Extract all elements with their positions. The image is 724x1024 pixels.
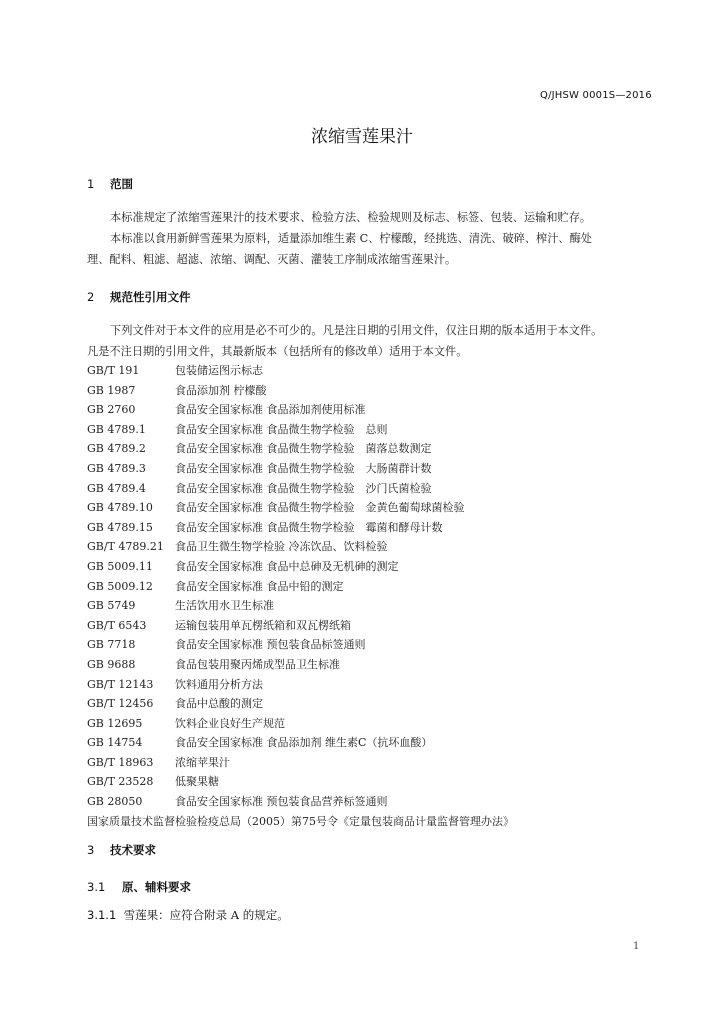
- reference-title: 食品安全国家标准 食品中铅的测定: [175, 579, 344, 593]
- reference-code: GB/T 12456: [87, 697, 154, 711]
- reference-title: 运输包装用单瓦楞纸箱和双瓦楞纸箱: [175, 618, 351, 632]
- section-number: 1: [87, 177, 95, 191]
- reference-item: [87, 498, 659, 518]
- reference-title: 饮料企业良好生产规范: [175, 716, 285, 730]
- section-title: 规范性引用文件: [110, 290, 191, 304]
- reference-title: 食品安全国家标准 食品中总砷及无机砷的测定: [175, 559, 399, 573]
- paragraph-line: 理、配料、粗滤、超滤、浓缩、调配、灭菌、灌装工序制成浓缩雪莲果汁。: [87, 253, 457, 266]
- reference-code: GB 4789.3: [87, 461, 146, 475]
- reference-title: 食品安全国家标准 预包装食品营养标签通则: [175, 795, 388, 809]
- subsection-title: 原、辅料要求: [122, 880, 192, 894]
- paragraph-line: 本标准以食用新鲜雪莲果为原料，适量添加维生素 C、柠檬酸，经挑选、清洗、破碎、榨汁、酶处: [110, 232, 592, 245]
- clause-number: 3.1.1: [87, 908, 117, 922]
- reference-code: GB/T 12143: [87, 677, 154, 691]
- reference-code: GB/T 191: [87, 364, 140, 377]
- reference-item: [87, 655, 659, 675]
- reference-item: [87, 675, 659, 695]
- reference-title: 食品安全国家标准 食品添加剂 维生素C（抗坏血酸）: [175, 736, 433, 750]
- reference-code: GB 12695: [87, 716, 143, 730]
- reference-item: [87, 714, 659, 734]
- section-number: 2: [87, 290, 95, 304]
- reference-code: GB 4789.10: [87, 501, 153, 515]
- reference-title: 食品安全国家标准 食品微生物学检验 霉菌和酵母计数: [175, 520, 443, 534]
- scope-paragraph: [87, 207, 659, 270]
- reference-code: GB 28050: [87, 795, 143, 809]
- reference-code: GB 4789.15: [87, 520, 153, 534]
- reference-item: [87, 537, 659, 557]
- reference-code: GB 5009.11: [87, 559, 153, 573]
- reference-title: 食品添加剂 柠檬酸: [175, 383, 267, 397]
- reference-item: [87, 733, 659, 753]
- section-title: 技术要求: [110, 843, 157, 857]
- subsection-heading: [87, 879, 191, 895]
- document-title: 浓缩雪莲果汁: [311, 127, 413, 147]
- reference-title: 食品卫生微生物学检验 冷冻饮品、饮料检验: [175, 540, 388, 554]
- reference-title: 食品安全国家标准 食品微生物学检验 菌落总数测定: [175, 442, 432, 456]
- reference-code: GB 1987: [87, 383, 136, 397]
- reference-item: [87, 616, 659, 636]
- reference-item: [87, 400, 659, 420]
- reference-code: GB 4789.4: [87, 481, 146, 495]
- page-number: 1: [633, 941, 640, 952]
- clause-text: 雪莲果：应符合附录 A 的规定。: [123, 908, 289, 922]
- reference-code: GB/T 4789.21: [87, 540, 164, 554]
- reference-title: 食品安全国家标准 食品添加剂使用标准: [175, 403, 366, 417]
- reference-item: [87, 792, 659, 812]
- reference-item: [87, 479, 659, 499]
- reference-title: 食品安全国家标准 预包装食品标签通则: [175, 638, 366, 652]
- reference-item: [87, 577, 659, 597]
- reference-code: GB 4789.2: [87, 442, 146, 456]
- reference-title: 食品安全国家标准 食品微生物学检验 沙门氏菌检验: [175, 481, 432, 495]
- reference-code: GB/T 23528: [87, 775, 154, 789]
- reference-title: 生活饮用水卫生标准: [175, 599, 274, 613]
- reference-list: [87, 361, 659, 831]
- reference-code: GB 5749: [87, 599, 136, 613]
- reference-item: [87, 361, 659, 381]
- reference-code: GB 14754: [87, 736, 143, 750]
- reference-code: GB 9688: [87, 657, 136, 671]
- section-heading-references: [87, 289, 191, 305]
- reference-item: [87, 439, 659, 459]
- reference-title: 食品安全国家标准 食品微生物学检验 金黄色葡萄球菌检验: [175, 501, 465, 515]
- reference-title: 食品包装用聚丙烯成型品卫生标准: [175, 657, 340, 671]
- reference-item: [87, 772, 659, 792]
- reference-item: [87, 753, 659, 773]
- reference-item-decree: 国家质量技术监督检验检疫总局（2005）第75号令《定量包装商品计量监督管理办法》: [87, 814, 514, 828]
- reference-item: [87, 459, 659, 479]
- reference-item: [87, 694, 659, 714]
- document-code: Q/JHSW 0001S—2016: [540, 90, 652, 101]
- reference-item: [87, 381, 659, 401]
- section-number: 3: [87, 843, 95, 857]
- reference-item: [87, 518, 659, 538]
- paragraph-line: 凡是不注日期的引用文件，其最新版本（包括所有的修改单）适用于本文件。: [87, 345, 468, 358]
- subsection-number: 3.1: [87, 880, 106, 894]
- reference-item: [87, 596, 659, 616]
- clause-3-1-1: [87, 907, 289, 923]
- reference-code: GB 7718: [87, 638, 136, 652]
- paragraph-line: 下列文件对于本文件的应用是必不可少的。凡是注日期的引用文件，仅注日期的版本适用于本文件。: [110, 324, 603, 337]
- reference-title: 食品安全国家标准 食品微生物学检验 大肠菌群计数: [175, 461, 432, 475]
- reference-code: GB 5009.12: [87, 579, 153, 593]
- reference-title: 饮料通用分析方法: [175, 677, 263, 691]
- section-title: 范围: [110, 177, 134, 191]
- reference-item: [87, 420, 659, 440]
- reference-item: [87, 635, 659, 655]
- reference-title: 食品中总酸的测定: [175, 697, 263, 711]
- reference-title: 低聚果糖: [175, 775, 219, 789]
- reference-code: GB/T 18963: [87, 755, 154, 769]
- reference-code: GB 4789.1: [87, 422, 146, 436]
- reference-title: 食品安全国家标准 食品微生物学检验 总则: [175, 422, 388, 436]
- section-heading-scope: [87, 176, 133, 192]
- reference-title: 包装储运图示标志: [175, 364, 263, 377]
- references-intro: [87, 320, 659, 362]
- paragraph-line: 本标准规定了浓缩雪莲果汁的技术要求、检验方法、检验规则及标志、标签、包装、运输和贮存。: [110, 211, 592, 224]
- reference-item: [87, 557, 659, 577]
- section-heading-tech: [87, 842, 156, 858]
- reference-title: 浓缩苹果汁: [175, 755, 230, 769]
- reference-code: GB/T 6543: [87, 618, 147, 632]
- reference-code: GB 2760: [87, 403, 136, 417]
